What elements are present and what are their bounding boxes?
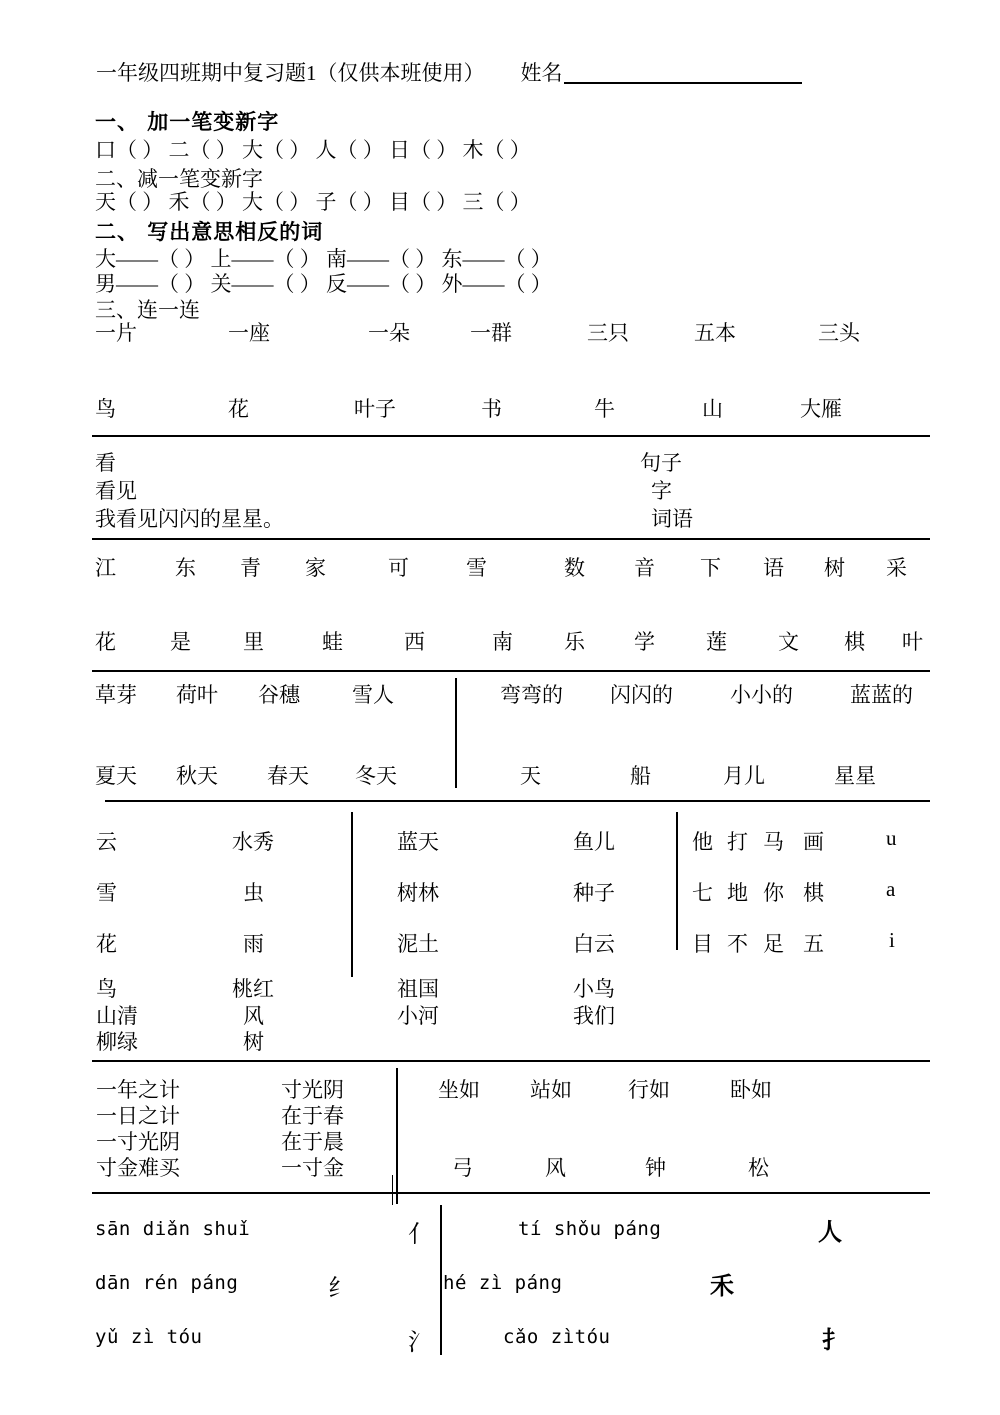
adjective-noun-item[interactable]: 星星 xyxy=(834,764,876,788)
column-divider xyxy=(351,812,353,977)
char-item[interactable]: 南 xyxy=(492,630,513,654)
sentence-ladder-item[interactable]: 看 xyxy=(95,451,116,475)
char-item[interactable]: 文 xyxy=(778,630,799,654)
measure-word-item[interactable]: 一群 xyxy=(470,321,512,345)
char-item[interactable]: 东 xyxy=(175,556,196,580)
couplet-left-item[interactable]: 柳绿 xyxy=(96,1030,138,1054)
char-item[interactable]: 学 xyxy=(634,630,655,654)
char-item[interactable]: 是 xyxy=(170,630,191,654)
radical-name-pinyin[interactable]: hé zì páng xyxy=(443,1272,563,1294)
couplet-right-item[interactable]: 树 xyxy=(243,1030,264,1054)
char-item[interactable]: 江 xyxy=(95,556,116,580)
measure-word-item[interactable]: 三只 xyxy=(587,321,629,345)
measure-word-item[interactable]: 一座 xyxy=(228,321,270,345)
season-clue-item[interactable]: 荷叶 xyxy=(176,683,218,707)
proverb-first-half[interactable]: 一年之计 xyxy=(96,1078,180,1102)
char-item[interactable]: 乐 xyxy=(564,630,585,654)
vowel-group-char[interactable]: 不 xyxy=(727,932,748,956)
divider-rule xyxy=(92,1060,930,1062)
radical-name-pinyin[interactable]: cǎo zìtóu xyxy=(503,1326,611,1348)
char-item[interactable]: 雪 xyxy=(466,556,487,580)
char-item[interactable]: 语 xyxy=(763,556,784,580)
person-radical-glyph[interactable]: 亻 xyxy=(408,1222,432,1248)
char-item[interactable]: 采 xyxy=(886,556,907,580)
season-answer-item[interactable]: 秋天 xyxy=(176,764,218,788)
radical-name-pinyin[interactable]: dān rén páng xyxy=(95,1272,239,1294)
phrase-left-item[interactable]: 祖国 xyxy=(397,977,439,1001)
page-header xyxy=(96,57,802,87)
noun-item[interactable]: 叶子 xyxy=(354,397,396,421)
char-item[interactable]: 西 xyxy=(404,630,425,654)
char-item[interactable]: 里 xyxy=(243,630,264,654)
vowel-letter[interactable]: u xyxy=(886,826,897,850)
section-2-title: 二、 写出意思相反的词 xyxy=(95,220,324,244)
silk-radical-glyph[interactable]: 纟 xyxy=(328,1276,352,1302)
vowel-group-char[interactable]: 画 xyxy=(803,830,824,854)
couplet-right-item[interactable]: 风 xyxy=(243,1004,264,1028)
couplet-right-item[interactable]: 虫 xyxy=(243,881,264,905)
column-divider xyxy=(396,1068,398,1204)
person-char-glyph[interactable]: 人 xyxy=(818,1218,842,1246)
vowel-letter[interactable]: a xyxy=(886,877,896,901)
sentence-ladder-item[interactable]: 看见 xyxy=(95,479,137,503)
radical-name-pinyin[interactable]: sān diǎn shuǐ xyxy=(95,1218,251,1240)
vowel-group-char[interactable]: 你 xyxy=(763,881,784,905)
noun-item[interactable]: 大雁 xyxy=(800,397,842,421)
vowel-group-char[interactable]: 打 xyxy=(727,830,748,854)
noun-item[interactable]: 牛 xyxy=(594,397,615,421)
posture-answer-item[interactable]: 风 xyxy=(545,1156,566,1180)
char-item[interactable]: 棋 xyxy=(844,630,865,654)
section-1b-title: 二、减一笔变新字 xyxy=(95,167,263,191)
noun-item[interactable]: 花 xyxy=(228,397,249,421)
unit-term-item[interactable]: 句子 xyxy=(640,451,682,475)
season-clue-item[interactable]: 雪人 xyxy=(352,683,394,707)
proverb-second-half[interactable]: 在于晨 xyxy=(281,1130,344,1154)
noun-item[interactable]: 书 xyxy=(481,397,502,421)
measure-word-item[interactable]: 五本 xyxy=(694,321,736,345)
season-answer-item[interactable]: 冬天 xyxy=(355,764,397,788)
char-item[interactable]: 叶 xyxy=(902,630,923,654)
name-label: 姓名 xyxy=(520,61,563,85)
section-3-title: 三、连一连 xyxy=(95,298,200,322)
column-divider-stub xyxy=(392,1175,393,1205)
vowel-group-char[interactable]: 棋 xyxy=(803,881,824,905)
char-item[interactable]: 数 xyxy=(564,556,585,580)
proverb-first-half[interactable]: 一日之计 xyxy=(96,1104,180,1128)
radical-name-pinyin[interactable]: yǔ zì tóu xyxy=(95,1326,203,1348)
water-radical-glyph[interactable]: 氵 xyxy=(408,1330,432,1356)
adjective-item[interactable]: 弯弯的 xyxy=(500,683,563,707)
char-item[interactable]: 树 xyxy=(824,556,845,580)
adjective-item[interactable]: 蓝蓝的 xyxy=(850,683,913,707)
couplet-right-item[interactable]: 桃红 xyxy=(232,977,274,1001)
adjective-item[interactable]: 闪闪的 xyxy=(610,683,673,707)
proverb-first-half[interactable]: 寸金难买 xyxy=(96,1156,180,1180)
couplet-left-item[interactable]: 云 xyxy=(96,830,117,854)
posture-phrase-item[interactable]: 卧如 xyxy=(730,1078,772,1102)
phrase-right-item[interactable]: 鱼儿 xyxy=(573,830,615,854)
posture-answer-item[interactable]: 松 xyxy=(748,1156,769,1180)
couplet-right-item[interactable]: 雨 xyxy=(243,932,264,956)
posture-phrase-item[interactable]: 站如 xyxy=(530,1078,572,1102)
phrase-right-item[interactable]: 我们 xyxy=(573,1004,615,1028)
adjective-noun-item[interactable]: 月儿 xyxy=(723,764,765,788)
char-item[interactable]: 花 xyxy=(95,630,116,654)
vowel-group-char[interactable]: 他 xyxy=(692,830,713,854)
phrase-left-item[interactable]: 泥土 xyxy=(397,932,439,956)
divider-rule xyxy=(92,435,930,437)
vowel-group-char[interactable]: 地 xyxy=(727,881,748,905)
vowel-group-char[interactable]: 七 xyxy=(692,881,713,905)
column-divider xyxy=(455,678,457,788)
couplet-left-item[interactable]: 雪 xyxy=(96,881,117,905)
char-item[interactable]: 莲 xyxy=(706,630,727,654)
divider-rule xyxy=(92,670,930,672)
couplet-left-item[interactable]: 山清 xyxy=(96,1004,138,1028)
section-1-title: 一、 加一笔变新字 xyxy=(95,110,280,134)
char-item[interactable]: 青 xyxy=(240,556,261,580)
worksheet-title: 一年级四班期中复习题1（仅供本班使用） xyxy=(96,61,485,85)
posture-phrase-item[interactable]: 行如 xyxy=(628,1078,670,1102)
phrase-right-item[interactable]: 小鸟 xyxy=(573,977,615,1001)
adjective-noun-item[interactable]: 天 xyxy=(520,764,541,788)
vowel-group-char[interactable]: 足 xyxy=(763,932,784,956)
hand-radical-glyph[interactable]: 扌 xyxy=(822,1326,846,1354)
posture-phrase-item[interactable]: 坐如 xyxy=(438,1078,480,1102)
char-item[interactable]: 家 xyxy=(305,556,326,580)
phrase-left-item[interactable]: 小河 xyxy=(397,1004,439,1028)
vowel-letter[interactable]: i xyxy=(889,928,895,952)
phrase-right-item[interactable]: 白云 xyxy=(573,932,615,956)
section-2-row-1[interactable]: 大——（ ） 上——（ ） 南——（ ） 东——（ ） xyxy=(95,247,552,271)
couplet-left-item[interactable]: 花 xyxy=(96,932,117,956)
adjective-item[interactable]: 小小的 xyxy=(730,683,793,707)
divider-rule xyxy=(92,538,930,540)
vowel-group-char[interactable]: 马 xyxy=(763,830,784,854)
unit-term-item[interactable]: 词语 xyxy=(651,507,693,531)
proverb-second-half[interactable]: 在于春 xyxy=(281,1104,344,1128)
measure-word-item[interactable]: 一片 xyxy=(95,321,137,345)
season-answer-item[interactable]: 春天 xyxy=(267,764,309,788)
proverb-second-half[interactable]: 寸光阴 xyxy=(281,1078,344,1102)
section-1b-exercise-row[interactable]: 天（ ） 禾（ ） 大（ ） 子（ ） 目（ ） 三（ ） xyxy=(95,190,531,214)
vowel-group-char[interactable]: 目 xyxy=(692,932,713,956)
couplet-left-item[interactable]: 鸟 xyxy=(96,977,117,1001)
column-divider xyxy=(676,812,678,950)
season-clue-item[interactable]: 草芽 xyxy=(95,683,137,707)
phrase-left-item[interactable]: 树林 xyxy=(397,881,439,905)
adjective-noun-item[interactable]: 船 xyxy=(630,764,651,788)
section-2-row-2[interactable]: 男——（ ） 关——（ ） 反——（ ） 外——（ ） xyxy=(95,272,552,296)
noun-item[interactable]: 鸟 xyxy=(95,397,116,421)
noun-item[interactable]: 山 xyxy=(702,397,723,421)
posture-answer-item[interactable]: 钟 xyxy=(645,1156,666,1180)
divider-rule xyxy=(105,800,930,802)
divider-rule xyxy=(92,1192,930,1194)
proverb-second-half[interactable]: 一寸金 xyxy=(281,1156,344,1180)
char-item[interactable]: 下 xyxy=(700,556,721,580)
measure-word-item[interactable]: 一朵 xyxy=(368,321,410,345)
char-item[interactable]: 蛙 xyxy=(322,630,343,654)
phrase-left-item[interactable]: 蓝天 xyxy=(397,830,439,854)
measure-word-item[interactable]: 三头 xyxy=(818,321,860,345)
season-clue-item[interactable]: 谷穗 xyxy=(258,683,300,707)
proverb-first-half[interactable]: 一寸光阴 xyxy=(96,1130,180,1154)
sentence-ladder-item[interactable]: 我看见闪闪的星星。 xyxy=(95,507,284,531)
column-divider xyxy=(440,1205,442,1355)
char-item[interactable]: 音 xyxy=(634,556,655,580)
phrase-right-item[interactable]: 种子 xyxy=(573,881,615,905)
name-blank-line[interactable] xyxy=(564,82,802,84)
char-item[interactable]: 可 xyxy=(388,556,409,580)
vowel-group-char[interactable]: 五 xyxy=(803,932,824,956)
posture-answer-item[interactable]: 弓 xyxy=(452,1156,473,1180)
radical-name-pinyin[interactable]: tí shǒu páng xyxy=(518,1218,662,1240)
unit-term-item[interactable]: 字 xyxy=(651,479,672,503)
season-answer-item[interactable]: 夏天 xyxy=(95,764,137,788)
section-1-exercise-row[interactable]: 口（ ） 二（ ） 大（ ） 人（ ） 日（ ） 木（ ） xyxy=(95,138,531,162)
grain-radical-glyph[interactable]: 禾 xyxy=(710,1272,734,1300)
couplet-right-item[interactable]: 水秀 xyxy=(232,830,274,854)
